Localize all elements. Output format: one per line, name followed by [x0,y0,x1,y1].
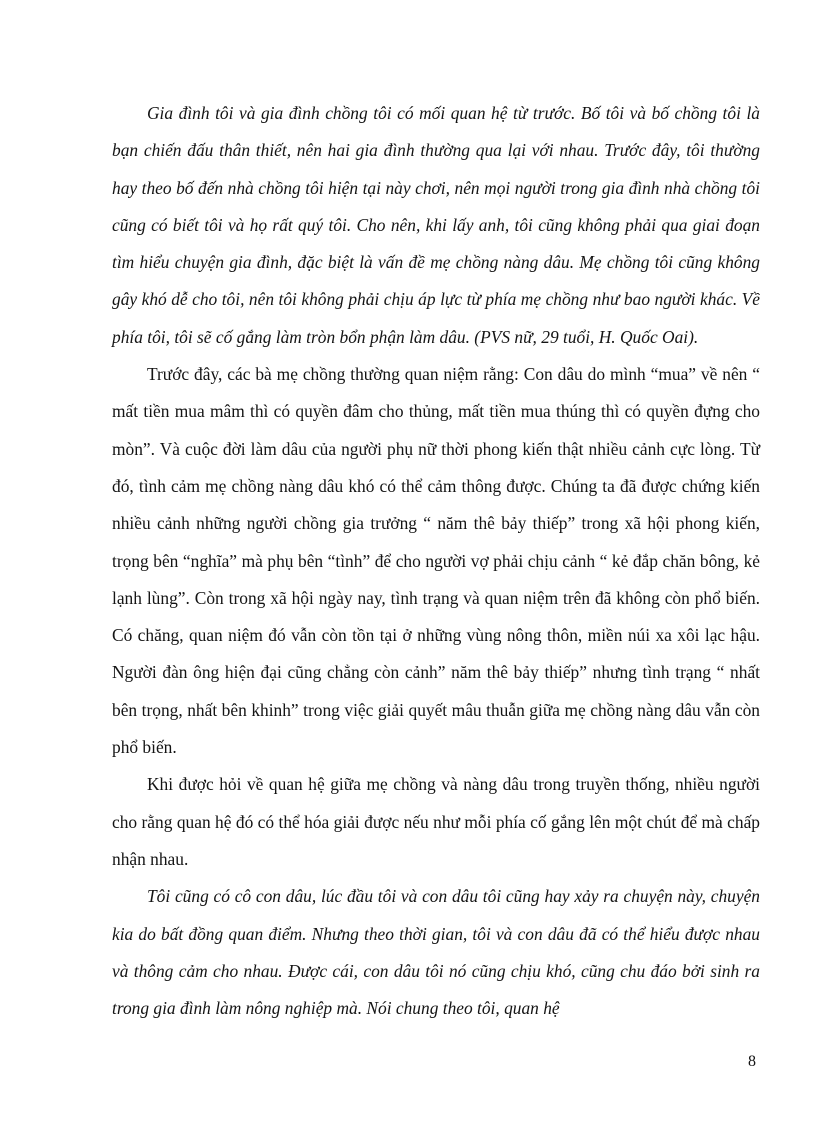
page-number: 8 [748,1053,756,1070]
paragraph-interview-quote-2: Tôi cũng có cô con dâu, lúc đầu tôi và con dâu tôi cũng hay xảy ra chuyện này, chuyện kia do bất đồng quan điểm. Nhưng theo thời gian, tôi và con dâu đã có thể hiểu được nhau và thông cảm cho nhau. Được cái, con dâu tôi nó cũng chịu khó, cũng chu đáo bởi sinh ra trong gia đình làm nông nghiệp mà. Nói chung theo tôi, quan hệ [112,886,760,1019]
paragraph-body-1: Trước đây, các bà mẹ chồng thường quan niệm rằng: Con dâu do mình “mua” về nên “ mất tiền mua mâm thì có quyền đâm cho thủng, mất tiền mua thúng thì có quyền đựng cho mòn”. Và cuộc đời làm dâu của người phụ nữ thời phong kiến thật nhiều cảnh cực lòng. Từ đó, tình cảm mẹ chồng nàng dâu khó có thể cảm thông được. Chúng ta đã được chứng kiến nhiều cảnh những người chồng gia trưởng “ năm thê bảy thiếp” trong xã hội phong kiến, trọng bên “nghĩa” mà phụ bên “tình” để cho người vợ phải chịu cảnh “ kẻ đắp chăn bông, kẻ lạnh lùng”. Còn trong xã hội ngày nay, tình trạng và quan niệm trên đã không còn phổ biến. Có chăng, quan niệm đó vẫn còn tồn tại ở những vùng nông thôn, miền núi xa xôi lạc hậu. Người đàn ông hiện đại cũng chẳng còn cảnh” năm thê bảy thiếp” nhưng tình trạng “ nhất bên trọng, nhất bên khinh” trong việc giải quyết mâu thuẫn giữa mẹ chồng nàng dâu vẫn còn phổ biến. [112,364,760,758]
page-body [112,95,760,1027]
paragraph-body-2: Khi được hỏi về quan hệ giữa mẹ chồng và nàng dâu trong truyền thống, nhiều người cho rằng quan hệ đó có thể hóa giải được nếu như mỗi phía cố gắng lên một chút để mà chấp nhận nhau. [112,774,760,869]
paragraph-interview-quote-1: Gia đình tôi và gia đình chồng tôi có mối quan hệ từ trước. Bố tôi và bố chồng tôi là bạn chiến đấu thân thiết, nên hai gia đình thường qua lại với nhau. Trước đây, tôi thường hay theo bố đến nhà chồng tôi hiện tại này chơi, nên mọi người trong gia đình nhà chồng tôi cũng có biết tôi và họ rất quý tôi. Cho nên, khi lấy anh, tôi cũng không phải qua giai đoạn tìm hiểu chuyện gia đình, đặc biệt là vấn đề mẹ chồng nàng dâu. Mẹ chồng tôi cũng không gây khó dễ cho tôi, nên tôi không phải chịu áp lực từ phía mẹ chồng như bao người khác. Về phía tôi, tôi sẽ cố gắng làm tròn bổn phận làm dâu. (PVS nữ, 29 tuổi, H. Quốc Oai). [112,103,760,347]
